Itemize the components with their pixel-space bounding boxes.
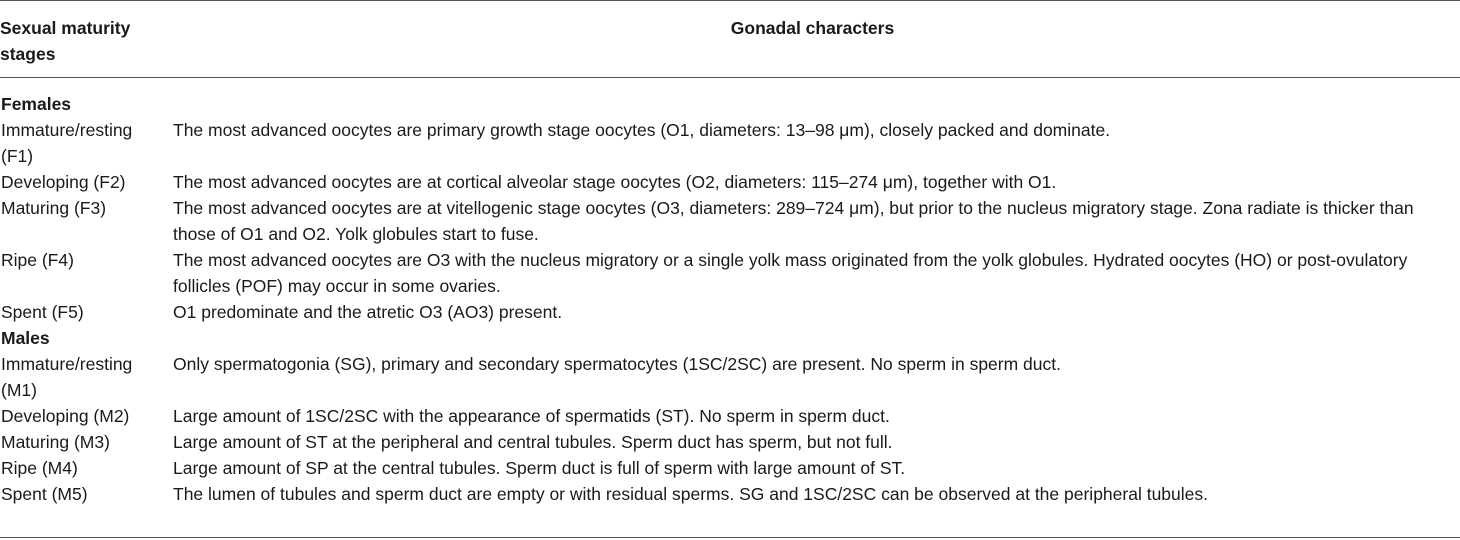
table-body xyxy=(0,91,1460,507)
description-cell: The most advanced oocytes are at cortical alveolar stage oocytes (O2, diameters: 115–274 μm), together with O1. xyxy=(173,172,1057,192)
table-row xyxy=(0,169,1460,195)
table-row xyxy=(0,195,1460,247)
stage-cell: Spent (F5) xyxy=(1,302,84,322)
table-row xyxy=(0,481,1460,507)
stage-cell: Developing (M2) xyxy=(1,406,130,426)
description-cell: The most advanced oocytes are primary growth stage oocytes (O1, diameters: 13–98 μm), closely packed and dominate. xyxy=(173,120,1111,140)
header-stage-column: Sexual maturity stages xyxy=(0,18,131,64)
description-cell: O1 predominate and the atretic O3 (AO3) present. xyxy=(173,302,563,322)
stage-cell: Developing (F2) xyxy=(1,172,126,192)
stage-cell: Maturing (M3) xyxy=(1,432,110,452)
table-row xyxy=(0,429,1460,455)
table-row xyxy=(0,117,1460,169)
stage-cell: Immature/resting (F1) xyxy=(1,120,133,166)
section-title-males: Males xyxy=(1,328,50,348)
table-row xyxy=(0,403,1460,429)
stage-cell: Ripe (F4) xyxy=(1,250,74,270)
stage-cell: Ripe (M4) xyxy=(1,458,78,478)
description-cell: Large amount of SP at the central tubules. Sperm duct is full of sperm with large amount of ST. xyxy=(173,458,906,478)
stage-cell: Maturing (F3) xyxy=(1,198,107,218)
description-cell: Large amount of 1SC/2SC with the appearance of spermatids (ST). No sperm in sperm duct. xyxy=(173,406,890,426)
description-cell: The lumen of tubules and sperm duct are empty or with residual sperms. SG and 1SC/2SC can be observed at the peripheral tubules. xyxy=(173,484,1208,504)
header-rule xyxy=(0,77,1460,78)
header-characters-column: Gonadal characters xyxy=(730,18,895,38)
stage-cell: Immature/resting (M1) xyxy=(1,354,133,400)
section-title-females: Females xyxy=(1,94,72,114)
description-cell: The most advanced oocytes are O3 with the nucleus migratory or a single yolk mass originated from the yolk globules. Hydrated oocytes (HO) or post-ovulatory follicles (POF) may occur in some ovaries. xyxy=(173,250,1408,296)
table-row xyxy=(0,299,1460,325)
stage-cell: Spent (M5) xyxy=(1,484,88,504)
description-cell: Large amount of ST at the peripheral and central tubules. Sperm duct has sperm, but not full. xyxy=(173,432,893,452)
table-top-rule xyxy=(0,0,1460,1)
description-cell: The most advanced oocytes are at vitellogenic stage oocytes (O3, diameters: 289–724 μm), but prior to the nucleus migratory stage. Zona radiate is thicker than those of O1 and O2. Yolk globules start to fuse. xyxy=(173,198,1414,244)
table-row xyxy=(0,455,1460,481)
table-bottom-rule xyxy=(0,537,1460,538)
table-row xyxy=(0,351,1460,403)
description-cell: Only spermatogonia (SG), primary and secondary spermatocytes (1SC/2SC) are present. No sperm in sperm duct. xyxy=(173,354,1061,374)
table-row xyxy=(0,247,1460,299)
